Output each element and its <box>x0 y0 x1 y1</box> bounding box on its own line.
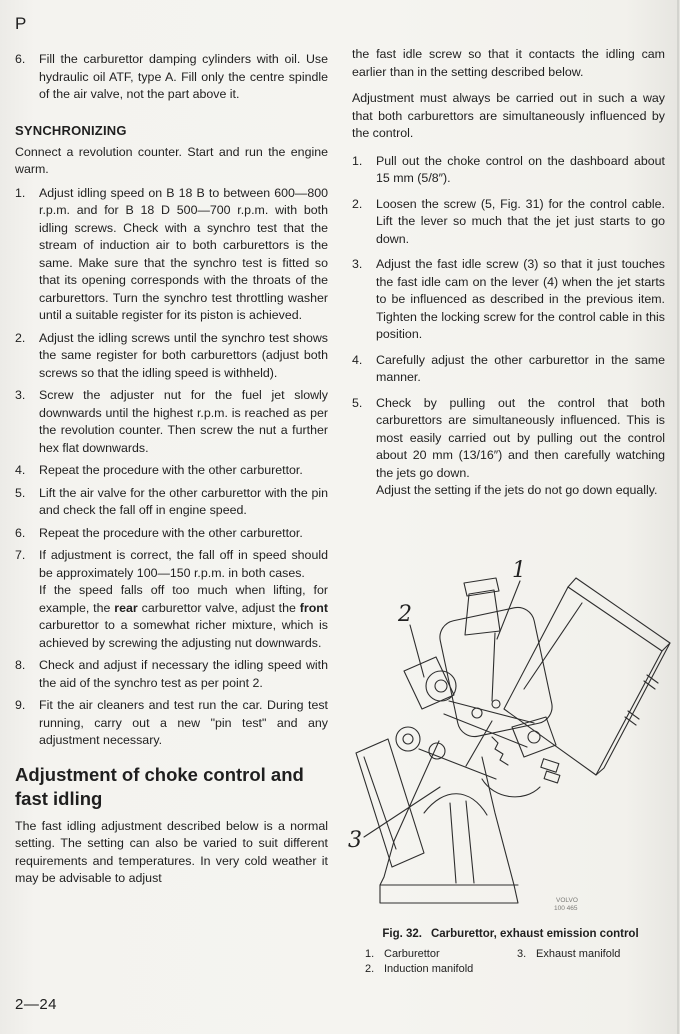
figure-legend <box>344 947 677 976</box>
list-item-text <box>376 395 665 500</box>
list-item-text: Fit the air cleaners and test run the car. During test running, carry out a new "pin test" and any adjustment necessary. <box>39 698 328 747</box>
legend-item-1: 1. Carburettor <box>365 948 440 960</box>
sync-item-9 <box>15 697 328 750</box>
sync-item-8 <box>15 657 328 692</box>
list-item-text: Fill the carburettor damping cylinders with oil. Use hydraulic oil ATF, type A. Fill only the centre spindle of the air valve, not the part above it. <box>39 52 328 101</box>
right-column <box>348 46 665 975</box>
list-item-number: 6. <box>15 52 26 66</box>
list-item-number: 4. <box>15 463 26 477</box>
list-item-number: 3. <box>352 257 363 271</box>
bold-word-front: front <box>299 600 328 615</box>
list-item-text: Check and adjust if necessary the idling speed with the aid of the synchro test as per point 2. <box>39 658 328 690</box>
list-item-text: Carefully adjust the other carburettor in the same manner. <box>376 352 665 384</box>
page-number: 2—24 <box>15 996 58 1013</box>
fastidle-item-3 <box>352 256 665 344</box>
carburettor-line-drawing <box>344 551 677 918</box>
sync-item-6 <box>15 525 328 543</box>
sync-item-7-para2: If the speed falls off too much when lifting, for example, the rear carburettor valve, adjust the front carburettor to a somewhat richer mixture, which is achieved by screwing the adjusting nut downwards. <box>39 583 328 650</box>
figure-caption <box>344 928 677 940</box>
sync-item-3 <box>15 387 328 457</box>
list-item-number: 8. <box>15 658 26 672</box>
list-item-number: 6. <box>15 525 26 540</box>
choke-adjustment-heading: Adjustment of choke control and fast idling <box>15 763 304 809</box>
fastidle-item-5 <box>352 395 665 500</box>
fastidle-item-4 <box>352 352 665 387</box>
list-item-number: 9. <box>15 698 26 712</box>
list-item-number: 2. <box>352 196 363 211</box>
legend-column-left <box>365 947 517 976</box>
list-item-number: 5. <box>352 395 363 410</box>
callout-2: 2 <box>398 602 412 627</box>
fastidle-item-2 <box>352 196 665 249</box>
list-item-text: Loosen the screw (5, Fig. 31) for the control cable. Lift the lever so much that the jet just starts to go down. <box>376 196 665 246</box>
list-item-text: Repeat the procedure with the other carburettor. <box>39 525 303 540</box>
figure-32 <box>344 551 677 976</box>
carryover-paragraph: the fast idle screw so that it contacts the idling cam earlier than in the setting described below. <box>352 47 665 79</box>
list-item-text: Repeat the procedure with the other carburettor. <box>39 463 303 477</box>
callout-1: 1 <box>512 558 526 583</box>
list-item-text <box>39 547 328 652</box>
list-item-number: 7. <box>15 548 26 562</box>
list-item-text: Lift the air valve for the other carburettor with the pin and check the fall off in engine speed. <box>39 485 328 517</box>
list-item-number: 2. <box>15 330 26 345</box>
legend-item-2: 2. Induction manifold <box>365 962 474 975</box>
legend-column-right <box>517 947 620 976</box>
section-letter: P <box>15 14 27 33</box>
synchronizing-heading: SYNCHRONIZING <box>15 122 127 138</box>
sync-item-7-para1: If adjustment is correct, the fall off in speed should be approximately 100—150 r.p.m. in both cases. <box>39 548 328 580</box>
list-item-number: 3. <box>15 388 26 402</box>
list-item-number: 4. <box>352 352 363 367</box>
left-column <box>15 14 328 888</box>
legend-item-3: 3. Exhaust manifold <box>517 948 621 960</box>
fastidle-item-5-para2: Adjust the setting if the jets do not go down equally. <box>376 483 658 497</box>
sync-item-2 <box>15 330 328 383</box>
list-item-carryover-6 <box>15 51 328 104</box>
synchronizing-intro: Connect a revolution counter. Start and run the engine warm. <box>15 144 328 176</box>
credit-number: 100 465 <box>554 905 578 912</box>
sync-item-1 <box>15 185 328 325</box>
list-item-text: Adjust the fast idle screw (3) so that it just touches the fast idle cam on the lever (4) when the jet starts to be influenced as described in the previous item. Tighten the locking screw for the control cable in this position. <box>376 257 665 341</box>
sync-item-5 <box>15 485 328 520</box>
list-item-number: 5. <box>15 485 26 500</box>
note-paragraph: Adjustment must always be carried out in such a way that both carburettors are simultaneously influenced by the control. <box>352 91 665 140</box>
list-item-number: 1. <box>352 153 363 168</box>
callout-3: 3 <box>348 828 362 853</box>
bold-word-rear: rear <box>114 600 138 615</box>
fastidle-item-1 <box>352 153 665 188</box>
list-item-text: Adjust idling speed on B 18 B to between 600—800 r.p.m. and for B 18 D 500—700 r.p.m. with both idling screws. Check with a synchro test that the stream of induction air to both carburettors is the same. Make sure that the synchro test is fitted so that its opening corresponds with the throats of the carburettors. Turn the synchro test throttling washer until a suitable register for its piston is achieved. <box>39 185 328 322</box>
list-item-number: 1. <box>15 185 26 200</box>
sync-item-4 <box>15 462 328 480</box>
figure-credit <box>554 897 578 912</box>
fastidle-item-5-para1: Check by pulling out the control that both carburettors are simultaneously influenced. This is most easily carried out by pulling out the control about 20 mm (13/16″) and then carefully watching the jets go down. <box>376 395 665 480</box>
list-item-text: Screw the adjuster nut for the fuel jet slowly downwards until the highest r.p.m. is reached as per the revolution counter. Then screw the nut a further hex flat downwards. <box>39 388 328 455</box>
list-item-text: Adjust the idling screws until the synchro test shows the same register for both carburettors (adjust both screws so that the idling speed is withheld). <box>39 330 328 380</box>
list-item-text: Pull out the choke control on the dashboard about 15 mm (5/8″). <box>376 153 665 185</box>
figure-title: Carburettor, exhaust emission control <box>430 928 639 940</box>
sync-item-7 <box>15 547 328 652</box>
credit-volvo: VOLVO <box>556 897 578 904</box>
choke-intro-paragraph: The fast idling adjustment described below is a normal setting. The setting can also be varied to suit different requirements and temperatures. In very cold weather it may be advisable to adjust <box>15 818 328 885</box>
figure-number: Fig. 32. <box>382 928 422 940</box>
